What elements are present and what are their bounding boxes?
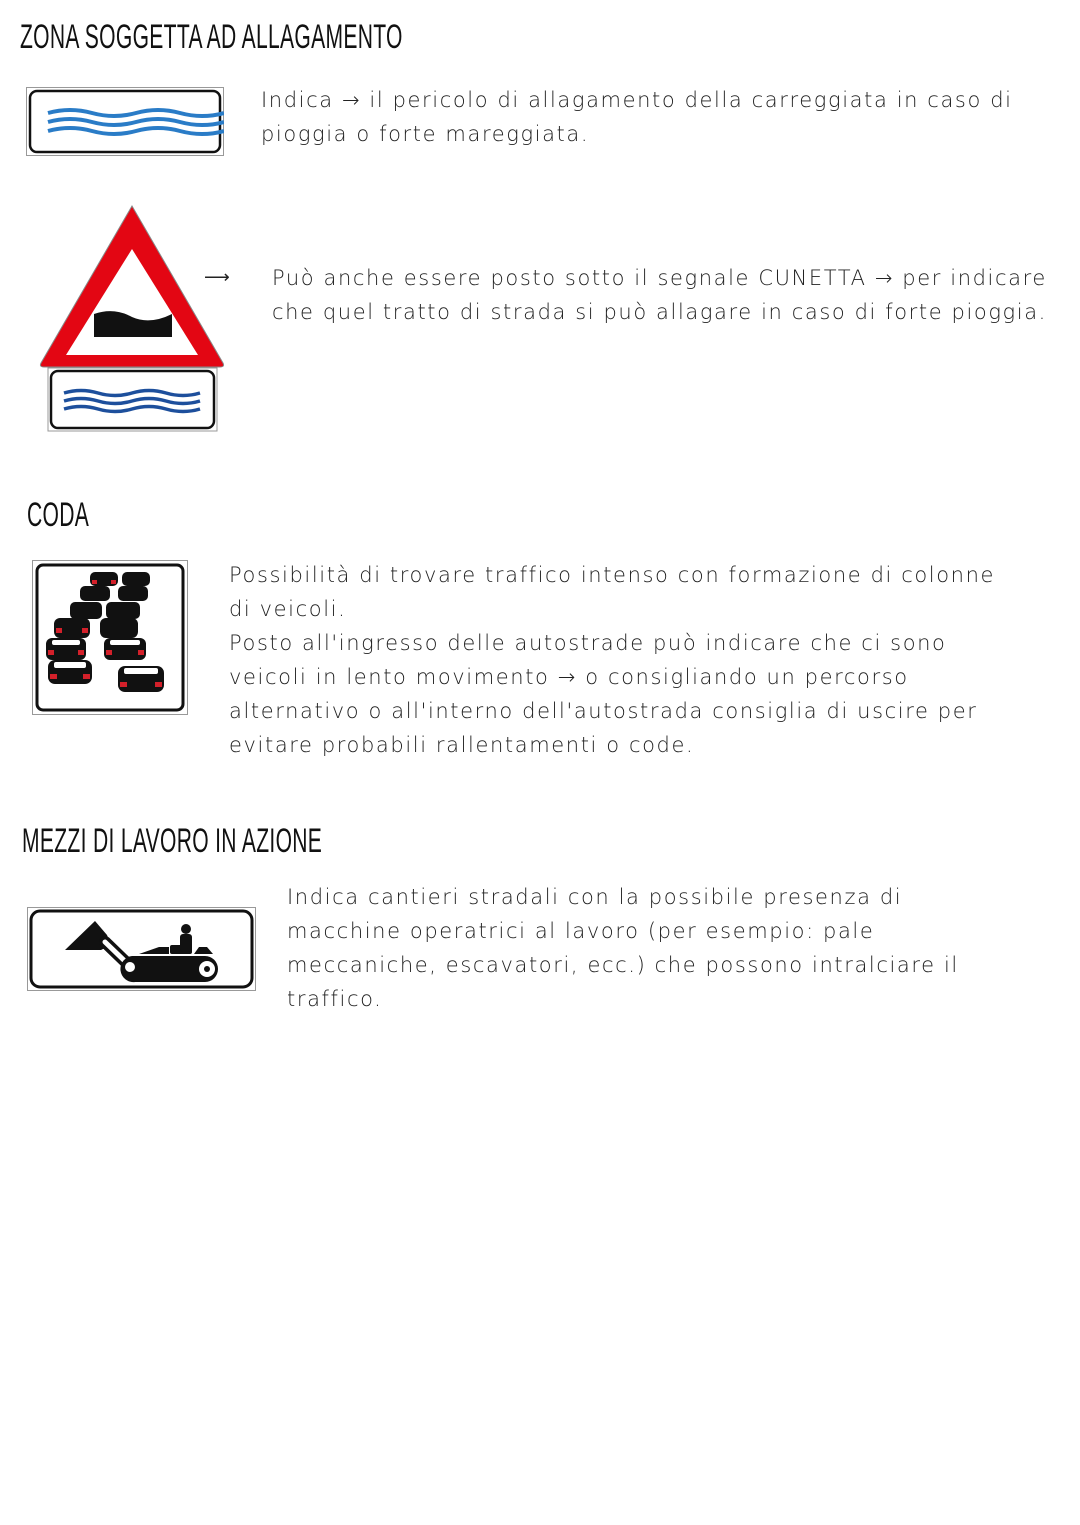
flood-zone-description <box>261 83 1013 151</box>
heading-coda: CODA <box>27 496 90 534</box>
work-vehicles-sign <box>27 907 256 991</box>
text-line: Posto all'ingresso delle autostrade può indicare che ci sono <box>229 631 947 655</box>
heading-mezzi-lavoro: MEZZI DI LAVORO IN AZIONE <box>22 822 323 860</box>
queue-description <box>229 558 995 762</box>
arrow-icon: ⟶ <box>204 267 232 288</box>
text-line: Possibilità di trovare traffico intenso con formazione di colonne <box>229 563 996 587</box>
text-line: macchine operatrici al lavoro (per esempio: pale <box>287 919 875 943</box>
work-vehicles-description <box>287 880 959 1016</box>
text-line: pioggia o forte mareggiata. <box>261 122 590 146</box>
text-line: veicoli in lento movimento → o consigliando un percorso <box>229 665 909 689</box>
cunetta-note <box>272 261 1047 329</box>
text-line: che quel tratto di strada si può allagare in caso di forte pioggia. <box>272 300 1047 324</box>
text-line: traffico. <box>287 987 383 1011</box>
text-line: meccaniche, escavatori, ecc.) che possono intralciare il <box>287 953 959 977</box>
text-line: Indica cantieri stradali con la possibile presenza di <box>287 885 903 909</box>
text-line: alternativo o all'interno dell'autostrada consiglia di uscire per <box>229 699 978 723</box>
queue-sign <box>32 560 188 715</box>
text-line: Può anche essere posto sotto il segnale CUNETTA → per indicare <box>272 266 1047 290</box>
text-line: di veicoli. <box>229 597 347 621</box>
dip-sign-with-flood-plate <box>38 203 226 433</box>
heading-zona-allagamento: ZONA SOGGETTA AD ALLAGAMENTO <box>20 18 403 56</box>
text-line: evitare probabili rallentamenti o code. <box>229 733 695 757</box>
flood-zone-sign <box>26 87 224 156</box>
text-line: Indica → il pericolo di allagamento della carreggiata in caso di <box>261 88 1013 112</box>
